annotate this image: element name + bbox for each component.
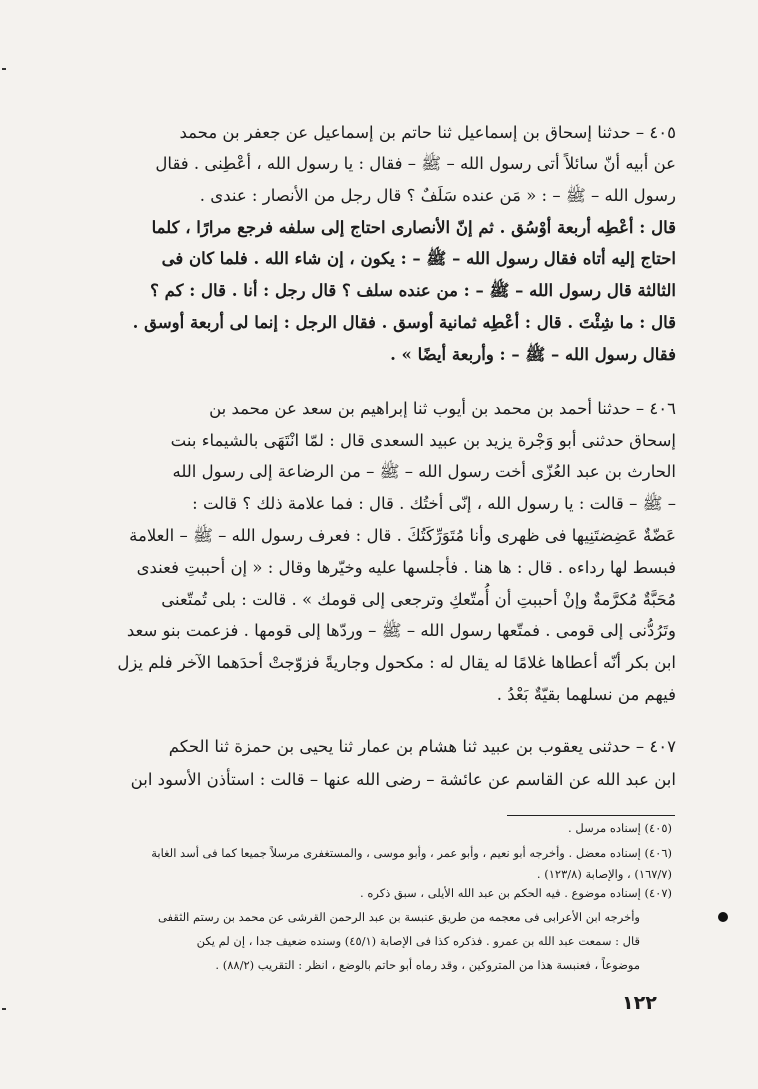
text-line: ٤٠٦ – حدثنا أحمد بن محمد بن أيوب ثنا إبراهيم بن سعد عن محمد بن — [209, 399, 676, 418]
page-number: ١٢٢ — [622, 992, 657, 1014]
text-line: الحارث بن عبد العُزّى أخت رسول الله – ﷺ – من الرضاعة إلى رسول الله — [172, 462, 676, 481]
text-line: ابن بكر أنّه أعطاها غلامًا له يقال له : مكحول وجاريةً فزوّجتْ أحدَهما الآخر فلم يزل — [117, 653, 676, 672]
text-line: ٤٠٥ – حدثنا إسحاق بن إسماعيل ثنا حاتم بن إسماعيل عن جعفر بن محمد — [179, 123, 676, 142]
text-line: فبسط لها رداءه . قال : ها هنا . فأجلسها عليه وخيّرها وقال : « إن أحببتِ فعندى — [136, 558, 676, 577]
text-line: قال : ما شِئْتَ . قال : أعْطِه ثمانية أوسق . فقال الرجل : إنما لى أربعة أوسق . — [132, 313, 676, 332]
footnote-line: (٤٠٦) إسناده معضل . وأخرجه أبو نعيم ، وأبو عمر ، وأبو موسى ، والمستغفرى مرسلاً جميعا كما فى أسد الغابة — [151, 846, 672, 860]
footnote-line: (٤٠٥) إسناده مرسل . — [568, 821, 672, 835]
text-line: احتاج إليه أتاه فقال رسول الله – ﷺ – : يكون ، إن شاء الله . فلما كان فى — [161, 249, 676, 268]
text-line: مُحَبَّةٌ مُكرَّمةٌ وإنْ أحببتِ أن أُمتّعكِ وترجعى إلى قومك » . قالت : بلى تُمتّعنى — [161, 590, 676, 609]
bullet-icon — [718, 912, 728, 922]
footnote-line: موضوعاً ، فعنبسة هذا من المتروكين ، وقد رماه أبو حاتم بالوضع ، انظر : التقريب (٨٨/٢) . — [215, 958, 640, 972]
footnote-line: قال : سمعت عبد الله بن عمرو . فذكره كذا فى الإصابة (٤٥/١) وسنده ضعيف جدا ، إن لم يكن — [196, 934, 640, 948]
text-line: الثالثة قال رسول الله – ﷺ – : من عنده سلف ؟ قال رجل : أنا . قال : كم ؟ — [150, 281, 676, 300]
text-line: عَضّةٌ عَضِضتَنِيها فى ظهرى وأنا مُتَوَرِّكَتُكَ . قال : فعرف رسول الله – ﷺ – العلامة — [129, 526, 676, 545]
text-line: إسحاق حدثنى أبو وَجْرة يزيد بن عبيد السعدى قال : لمّا انْتَهَى بالشيماء بنت — [170, 431, 676, 450]
text-line: رسول الله – ﷺ – : « مَن عنده سَلَفٌ ؟ قال رجل من الأنصار : عندى . — [199, 186, 676, 205]
footnote-divider — [507, 815, 675, 816]
text-line: عن أبيه أنّ سائلاً أتى رسول الله – ﷺ – فقال : يا رسول الله ، أعْطِنى . فقال — [155, 154, 676, 173]
text-line: قال : أعْطِه أربعة أوْسُق . ثم إنّ الأنصارى احتاج إلى سلفه فرجع مرارًا ، كلما — [151, 218, 676, 237]
text-line: ٤٠٧ – حدثنى يعقوب بن عبيد ثنا هشام بن عمار ثنا يحيى بن حمزة ثنا الحكم — [168, 737, 676, 756]
footnote-line: وأخرجه ابن الأعرابى فى معجمه من طريق عنبسة بن عبد الرحمن القرشى عن محمد بن رستم الثقفى — [157, 910, 640, 924]
text-line: فقال رسول الله – ﷺ – : وأربعة أيضًا » . — [390, 345, 676, 364]
scan-mark — [2, 68, 6, 70]
text-line: فيهم من نسلهما بقيّةٌ بَعْدُ . — [496, 685, 676, 704]
text-line: – ﷺ – قالت : يا رسول الله ، إنّى أختُك . قال : فما علامة ذلك ؟ قالت : — [192, 494, 676, 513]
footnote-line: (٤٠٧) إسناده موضوع . فيه الحكم بن عبد الله الأيلى ، سبق ذكره . — [360, 886, 672, 900]
text-line: وتَرُدُّنى إلى قومى . فمتّعها رسول الله – ﷺ – وردّها إلى قومها . فزعمت بنو سعد — [126, 621, 676, 640]
scan-mark — [2, 1008, 6, 1010]
footnote-line: (١٦٧/٧) ، والإصابة (١٢٣/٨) . — [536, 867, 672, 881]
text-line: ابن عبد الله عن القاسم عن عائشة – رضى الله عنها – قالت : استأذن الأسود ابن — [130, 770, 676, 789]
